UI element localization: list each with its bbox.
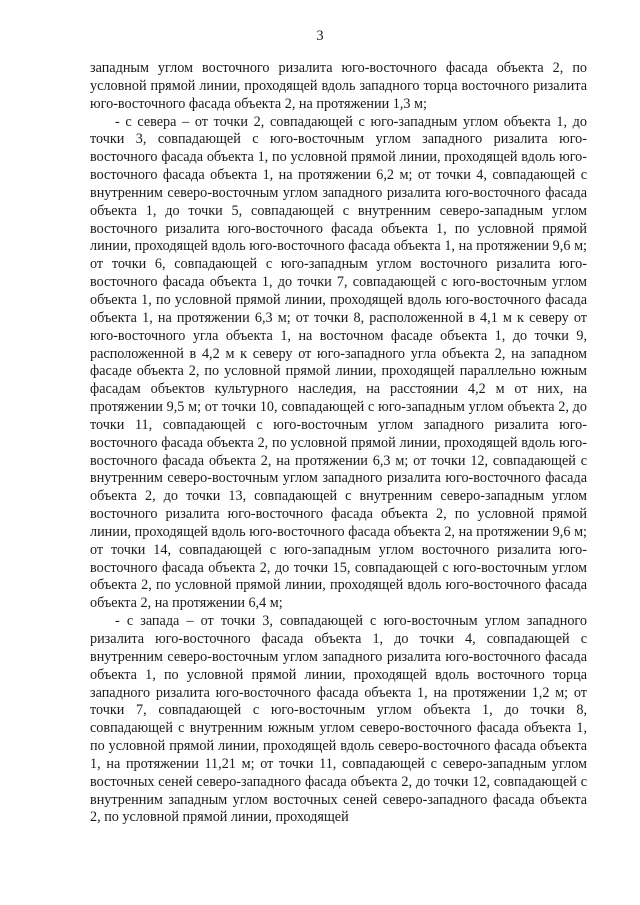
paragraph-continuation: западным углом восточного ризалита юго-восточного фасада объекта 2, по условной прямой линии, проходящей вдоль западного торца восточного ризалита юго-восточного фасада объекта 2, на протяжении 1,3 м; — [90, 60, 587, 112]
document-body — [90, 60, 587, 827]
paragraph-west-boundary: - с запада – от точки 3, совпадающей с юго-восточным углом западного ризалита юго-восточного фасада объекта 1, до точки 4, совпадающей с внутренним северо-восточным углом западного ризалита юго-восточного фасада объекта 1, по условной прямой линии, проходящей вдоль восточного торца западного ризалита юго-восточного фасада объекта 1, на протяжении 1,2 м; от точки 7, совпадающей с юго-восточным углом объекта 1, до точки 8, совпадающей с внутренним южным углом северо-восточного фасада объекта 1, по условной прямой линии, проходящей вдоль северо-восточного фасада объекта 1, на протяжении 11,21 м; от точки 11, совпадающей с северо-западным углом восточных сеней северо-западного фасада объекта 2, до точки 12, совпадающей с внутренним западным углом восточных сеней северо-западного фасада объекта 2, по условной прямой линии, проходящей — [90, 613, 587, 826]
paragraph-north-boundary: - с севера – от точки 2, совпадающей с юго-западным углом объекта 1, до точки 3, совпадающей с юго-восточным углом западного ризалита юго-восточного фасада объекта 1, по условной прямой линии, проходящей вдоль юго-восточного фасада объекта 1, на протяжении 6,2 м; от точки 4, совпадающей с внутренним северо-восточным углом западного ризалита юго-восточного фасада объекта 1, до точки 5, совпадающей с внутренним северо-западным углом восточного ризалита юго-восточного фасада объекта 1, по условной прямой линии, проходящей вдоль юго-восточного фасада объекта 1, на протяжении 9,6 м; от точки 6, совпадающей с юго-западным углом восточного ризалита юго-восточного фасада объекта 1, до точки 7, совпадающей с юго-восточным углом объекта 1, по условной прямой линии, проходящей вдоль юго-восточного фасада объекта 1, на протяжении 6,3 м; от точки 8, расположенной в 4,1 м к северу от юго-восточного угла объекта 1, на восточном фасаде объекта 1, до точки 9, расположенной в 4,2 м к северу от юго-западного угла объекта 2, на западном фасаде объекта 2, по условной прямой линии, проходящей параллельно южным фасадам объектов культурного наследия, на расстоянии 4,2 м от них, на протяжении 9,5 м; от точки 10, совпадающей с юго-западным углом объекта 2, до точки 11, совпадающей с юго-восточным углом западного ризалита юго-восточного фасада объекта 2, по условной прямой линии, проходящей вдоль юго-восточного фасада объекта 2, на протяжении 6,3 м; от точки 12, совпадающей с внутренним северо-восточным углом западного ризалита юго-восточного фасада объекта 2, до точки 13, совпадающей с внутренним северо-западным углом восточного ризалита юго-восточного фасада объекта 2, по условной прямой линии, проходящей вдоль юго-восточного фасада объекта 2, на протяжении 9,6 м; от точки 14, совпадающей с юго-западным углом восточного ризалита юго-восточного фасада объекта 2, до точки 15, совпадающей с юго-восточным углом объекта 2, по условной прямой линии, проходящей вдоль юго-восточного фасада объекта 2, на протяжении 6,4 м; — [90, 113, 587, 612]
page-number: 3 — [316, 28, 324, 44]
